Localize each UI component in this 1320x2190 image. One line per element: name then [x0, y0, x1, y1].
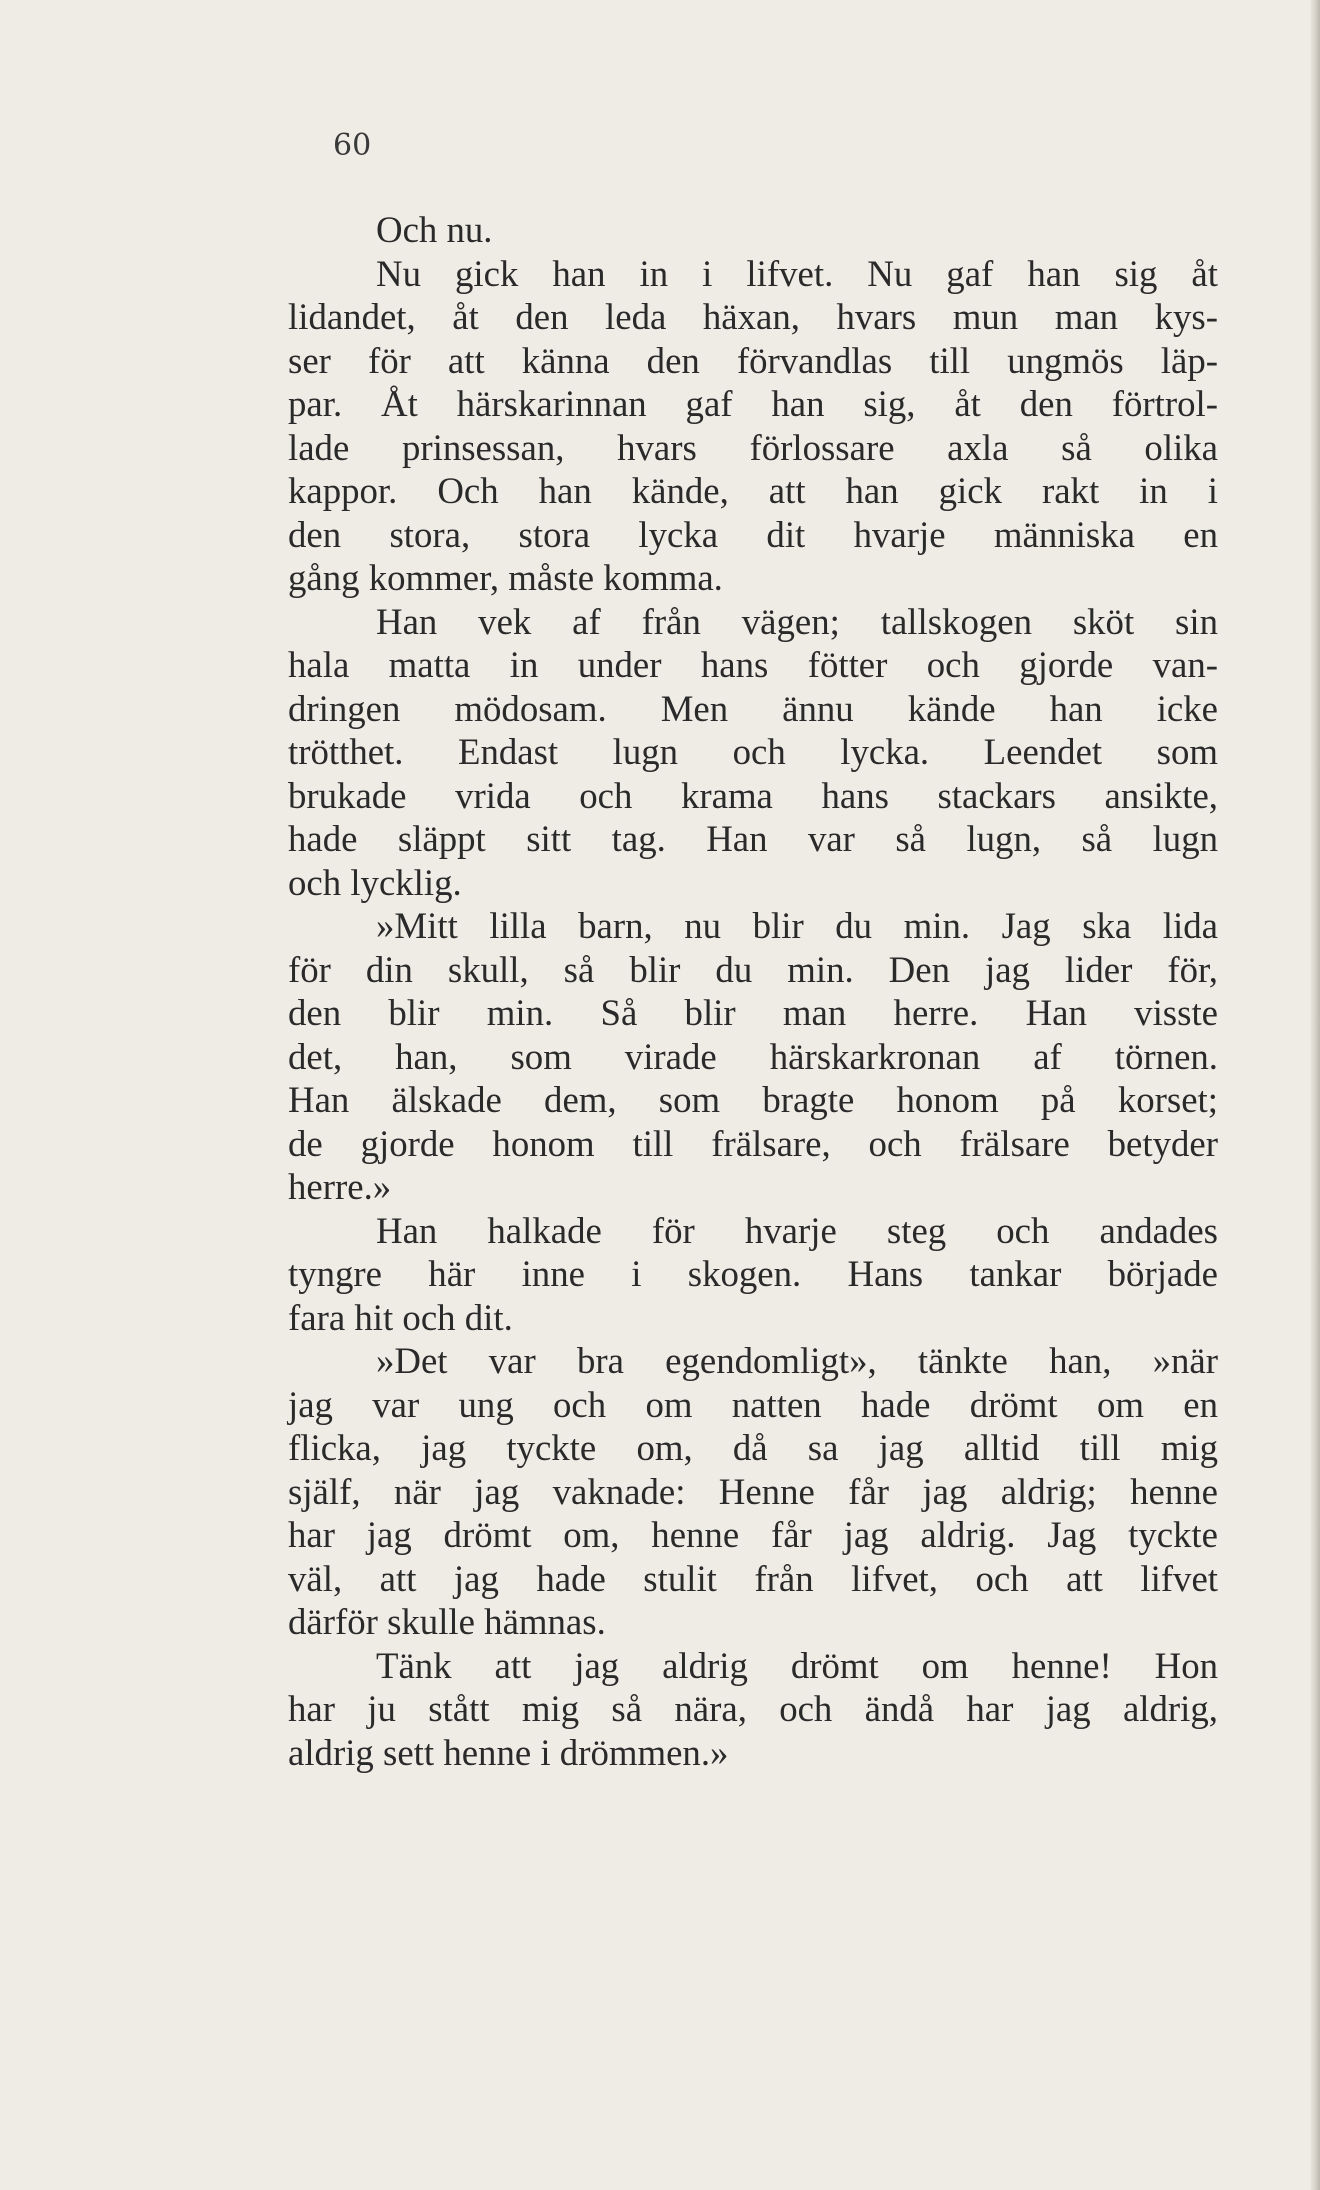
text-line: par. Åt härskarinnan gaf han sig, åt den förtrol-	[288, 383, 1218, 424]
text-line: ser för att känna den förvandlas till ungmös läp-	[288, 339, 1218, 381]
page-edge-shadow	[1310, 0, 1320, 2190]
text-line: Nu gick han in i lifvet. Nu gaf han sig åt	[376, 252, 1218, 294]
text-line: tyngre här inne i skogen. Hans tankar började	[288, 1253, 1218, 1294]
text-line: jag var ung och om natten hade drömt om en	[288, 1383, 1218, 1425]
text-line: väl, att jag hade stulit från lifvet, och att lifvet	[288, 1557, 1218, 1599]
text-line: själf, när jag vaknade: Henne får jag aldrig; henne	[288, 1470, 1218, 1512]
text-line: herre.»	[288, 1166, 392, 1207]
text-line: Han halkade för hvarje steg och andades	[376, 1209, 1218, 1251]
text-line: för din skull, så blir du min. Den jag lider för,	[288, 948, 1218, 990]
text-line: aldrig sett henne i drömmen.»	[288, 1731, 729, 1773]
text-line: har ju stått mig så nära, och ändå har jag aldrig,	[288, 1688, 1218, 1729]
text-line: och lycklig.	[288, 861, 462, 903]
text-line: fara hit och dit.	[288, 1296, 513, 1338]
text-line: den blir min. Så blir man herre. Han visste	[288, 992, 1218, 1033]
text-line: dringen mödosam. Men ännu kände han icke	[288, 687, 1218, 729]
text-line: Han älskade dem, som bragte honom på korset;	[288, 1079, 1218, 1120]
text-line: hade släppt sitt tag. Han var så lugn, så lugn	[288, 818, 1218, 859]
text-line: det, han, som virade härskarkronan af törnen.	[288, 1035, 1218, 1077]
text-line: trötthet. Endast lugn och lycka. Leendet som	[288, 731, 1218, 772]
text-line: kappor. Och han kände, att han gick rakt in i	[288, 470, 1218, 511]
text-line: de gjorde honom till frälsare, och frälsare betyder	[288, 1122, 1218, 1164]
text-line: brukade vrida och krama hans stackars ansikte,	[288, 774, 1218, 816]
text-line: flicka, jag tyckte om, då sa jag alltid till mig	[288, 1427, 1218, 1468]
page-number: 60	[333, 128, 372, 163]
text-line: Han vek af från vägen; tallskogen sköt sin	[376, 600, 1218, 642]
text-line: den stora, stora lycka dit hvarje människa en	[288, 513, 1218, 555]
text-line: Och nu.	[376, 209, 493, 250]
text-line: Tänk att jag aldrig drömt om henne! Hon	[376, 1644, 1218, 1686]
text-line: lade prinsessan, hvars förlossare axla så olika	[288, 426, 1218, 468]
body-text	[288, 208, 1218, 1774]
text-line: »Mitt lilla barn, nu blir du min. Jag ska lida	[376, 905, 1218, 946]
text-line: »Det var bra egendomligt», tänkte han, »när	[376, 1340, 1218, 1381]
text-line: därför skulle hämnas.	[288, 1601, 606, 1642]
text-line: gång kommer, måste komma.	[288, 557, 723, 598]
text-line: hala matta in under hans fötter och gjorde van-	[288, 644, 1218, 685]
text-line: har jag drömt om, henne får jag aldrig. Jag tyckte	[288, 1514, 1218, 1555]
text-line: lidandet, åt den leda häxan, hvars mun man kys-	[288, 296, 1218, 337]
